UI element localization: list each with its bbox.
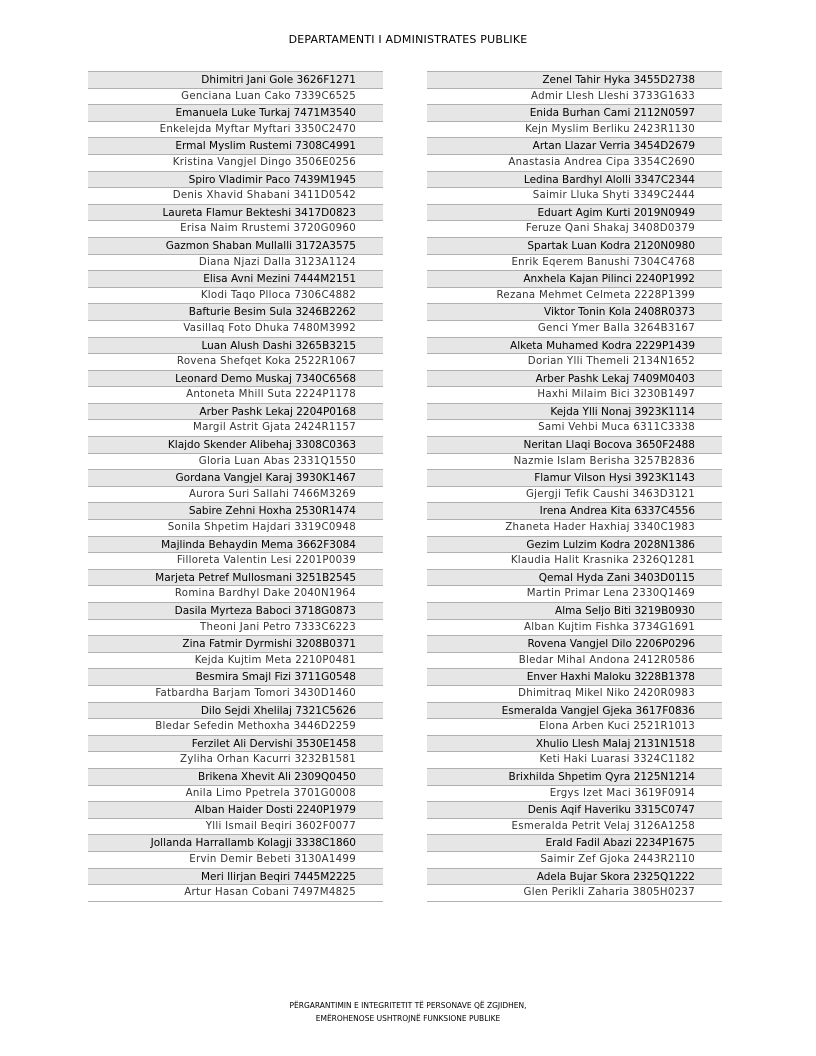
list-item: Klajdo Skender Alibehaj 3308C0363 bbox=[88, 437, 383, 454]
page-title: DEPARTAMENTI I ADMINISTRATES PUBLIKE bbox=[288, 33, 528, 46]
list-item: Artur Hasan Cobani 7497M4825 bbox=[88, 885, 383, 902]
list-item: Gezim Lulzim Kodra 2028N1386 bbox=[427, 537, 722, 554]
list-item: Artan Llazar Verria 3454D2679 bbox=[427, 138, 722, 155]
list-item: Bledar Mihal Andona 2412R0586 bbox=[427, 653, 722, 670]
list-item: Arber Pashk Lekaj 7409M0403 bbox=[427, 371, 722, 388]
list-item: Brikena Xhevit Ali 2309Q0450 bbox=[88, 769, 383, 786]
list-item: Leonard Demo Muskaj 7340C6568 bbox=[88, 371, 383, 388]
list-item: Neritan Llaqi Bocova 3650F2488 bbox=[427, 437, 722, 454]
list-item: Esmeralda Petrit Velaj 3126A1258 bbox=[427, 819, 722, 836]
list-item: Alban Haider Dosti 2240P1979 bbox=[88, 802, 383, 819]
list-item: Xhulio Llesh Malaj 2131N1518 bbox=[427, 736, 722, 753]
list-item: Zina Fatmir Dyrmishi 3208B0371 bbox=[88, 636, 383, 653]
list-item: Dorian Ylli Themeli 2134N1652 bbox=[427, 354, 722, 371]
list-item: Eduart Agim Kurti 2019N0949 bbox=[427, 205, 722, 222]
list-item: Erald Fadil Abazi 2234P1675 bbox=[427, 835, 722, 852]
list-item: Gazmon Shaban Mullalli 3172A3575 bbox=[88, 238, 383, 255]
list-item: Bledar Sefedin Methoxha 3446D2259 bbox=[88, 719, 383, 736]
list-item: Rezana Mehmet Celmeta 2228P1399 bbox=[427, 288, 722, 305]
footer-line-1: PËRGARANTIMIN E INTEGRITETIT TË PERSONAVE QË ZGJIDHEN, bbox=[289, 1001, 527, 1010]
list-item: Vasillaq Foto Dhuka 7480M3992 bbox=[88, 321, 383, 338]
list-item: Jollanda Harrallamb Kolagji 3338C1860 bbox=[88, 835, 383, 852]
list-item: Filloreta Valentin Lesi 2201P0039 bbox=[88, 553, 383, 570]
list-item: Enrik Eqerem Banushi 7304C4768 bbox=[427, 255, 722, 272]
list-item: Dhimitri Jani Gole 3626F1271 bbox=[88, 72, 383, 89]
list-item: Anastasia Andrea Cipa 3354C2690 bbox=[427, 155, 722, 172]
list-item: Aurora Suri Sallahi 7466M3269 bbox=[88, 487, 383, 504]
list-item: Majlinda Behaydin Mema 3662F3084 bbox=[88, 537, 383, 554]
list-item: Bafturie Besim Sula 3246B2262 bbox=[88, 304, 383, 321]
list-item: Kejda Kujtim Meta 2210P0481 bbox=[88, 653, 383, 670]
list-item: Esmeralda Vangjel Gjeka 3617F0836 bbox=[427, 703, 722, 720]
list-item: Ergys Izet Maci 3619F0914 bbox=[427, 786, 722, 803]
list-item: Keti Haki Luarasi 3324C1182 bbox=[427, 752, 722, 769]
list-item: Martin Primar Lena 2330Q1469 bbox=[427, 586, 722, 603]
list-item: Gordana Vangjel Karaj 3930K1467 bbox=[88, 470, 383, 487]
list-item: Theoni Jani Petro 7333C6223 bbox=[88, 620, 383, 637]
list-item: Zhaneta Hader Haxhiaj 3340C1983 bbox=[427, 520, 722, 537]
list-item: Genciana Luan Cako 7339C6525 bbox=[88, 89, 383, 106]
list-item: Ylli Ismail Beqiri 3602F0077 bbox=[88, 819, 383, 836]
list-item: Kristina Vangjel Dingo 3506E0256 bbox=[88, 155, 383, 172]
list-item: Glen Perikli Zaharia 3805H0237 bbox=[427, 885, 722, 902]
list-item: Elona Arben Kuci 2521R1013 bbox=[427, 719, 722, 736]
list-item: Antoneta Mhill Suta 2224P1178 bbox=[88, 387, 383, 404]
list-item: Kejda Ylli Nonaj 3923K1114 bbox=[427, 404, 722, 421]
list-item: Diana Njazi Dalla 3123A1124 bbox=[88, 255, 383, 272]
list-item: Zenel Tahir Hyka 3455D2738 bbox=[427, 72, 722, 89]
list-item: Viktor Tonin Kola 2408R0373 bbox=[427, 304, 722, 321]
list-item: Luan Alush Dashi 3265B3215 bbox=[88, 338, 383, 355]
list-item: Ledina Bardhyl Alolli 3347C2344 bbox=[427, 172, 722, 189]
list-item: Marjeta Petref Mullosmani 3251B2545 bbox=[88, 570, 383, 587]
list-item: Romina Bardhyl Dake 2040N1964 bbox=[88, 586, 383, 603]
list-item: Anila Limo Ppetrela 3701G0008 bbox=[88, 786, 383, 803]
list-item: Brixhilda Shpetim Qyra 2125N1214 bbox=[427, 769, 722, 786]
list-item: Enida Burhan Cami 2112N0597 bbox=[427, 105, 722, 122]
list-item: Zyliha Orhan Kacurri 3232B1581 bbox=[88, 752, 383, 769]
list-item: Genci Ymer Balla 3264B3167 bbox=[427, 321, 722, 338]
list-item: Fatbardha Barjam Tomori 3430D1460 bbox=[88, 686, 383, 703]
list-item: Dilo Sejdi Xhelilaj 7321C5626 bbox=[88, 703, 383, 720]
list-item: Gloria Luan Abas 2331Q1550 bbox=[88, 454, 383, 471]
list-item: Saimir Lluka Shyti 3349C2444 bbox=[427, 188, 722, 205]
list-item: Arber Pashk Lekaj 2204P0168 bbox=[88, 404, 383, 421]
list-item: Rovena Vangjel Dilo 2206P0296 bbox=[427, 636, 722, 653]
list-item: Haxhi Milaim Bici 3230B1497 bbox=[427, 387, 722, 404]
list-item: Spartak Luan Kodra 2120N0980 bbox=[427, 238, 722, 255]
list-item: Alban Kujtim Fishka 3734G1691 bbox=[427, 620, 722, 637]
list-item: Klaudia Halit Krasnika 2326Q1281 bbox=[427, 553, 722, 570]
list-item: Gjergji Tefik Caushi 3463D3121 bbox=[427, 487, 722, 504]
list-item: Emanuela Luke Turkaj 7471M3540 bbox=[88, 105, 383, 122]
list-item: Margil Astrit Gjata 2424R1157 bbox=[88, 420, 383, 437]
list-item: Besmira Smajl Fizi 3711G0548 bbox=[88, 669, 383, 686]
list-item: Anxhela Kajan Pilinci 2240P1992 bbox=[427, 271, 722, 288]
list-item: Rovena Shefqet Koka 2522R1067 bbox=[88, 354, 383, 371]
list-item: Dasila Myrteza Baboci 3718G0873 bbox=[88, 603, 383, 620]
list-item: Qemal Hyda Zani 3403D0115 bbox=[427, 570, 722, 587]
list-item: Alma Seljo Biti 3219B0930 bbox=[427, 603, 722, 620]
list-item: Ervin Demir Bebeti 3130A1499 bbox=[88, 852, 383, 869]
list-item: Ferzilet Ali Dervishi 3530E1458 bbox=[88, 736, 383, 753]
list-item: Denis Aqif Haveriku 3315C0747 bbox=[427, 802, 722, 819]
list-item: Elisa Avni Mezini 7444M2151 bbox=[88, 271, 383, 288]
list-item: Alketa Muhamed Kodra 2229P1439 bbox=[427, 338, 722, 355]
list-item: Admir Llesh Lleshi 3733G1633 bbox=[427, 89, 722, 106]
list-item: Denis Xhavid Shabani 3411D0542 bbox=[88, 188, 383, 205]
list-item: Adela Bujar Skora 2325Q1222 bbox=[427, 869, 722, 886]
list-item: Klodi Taqo Plloca 7306C4882 bbox=[88, 288, 383, 305]
list-item: Spiro Vladimir Paco 7439M1945 bbox=[88, 172, 383, 189]
left-name-list bbox=[88, 71, 383, 902]
list-item: Sabire Zehni Hoxha 2530R1474 bbox=[88, 503, 383, 520]
list-item: Sami Vehbi Muca 6311C3338 bbox=[427, 420, 722, 437]
list-item: Meri Ilirjan Beqiri 7445M2225 bbox=[88, 869, 383, 886]
footer-line-2: EMËROHENOSE USHTROJNË FUNKSIONE PUBLIKE bbox=[315, 1014, 501, 1023]
list-item: Erisa Naim Rrustemi 3720G0960 bbox=[88, 221, 383, 238]
list-item: Irena Andrea Kita 6337C4556 bbox=[427, 503, 722, 520]
list-item: Enver Haxhi Maloku 3228B1378 bbox=[427, 669, 722, 686]
list-item: Sonila Shpetim Hajdari 3319C0948 bbox=[88, 520, 383, 537]
list-item: Saimir Zef Gjoka 2443R2110 bbox=[427, 852, 722, 869]
list-item: Flamur Vilson Hysi 3923K1143 bbox=[427, 470, 722, 487]
right-name-list bbox=[427, 71, 722, 902]
list-item: Ermal Myslim Rustemi 7308C4991 bbox=[88, 138, 383, 155]
list-item: Dhimitraq Mikel Niko 2420R0983 bbox=[427, 686, 722, 703]
list-item: Nazmie Islam Berisha 3257B2836 bbox=[427, 454, 722, 471]
list-item: Enkelejda Myftar Myftari 3350C2470 bbox=[88, 122, 383, 139]
page-footer bbox=[0, 999, 816, 1025]
list-item: Laureta Flamur Bekteshi 3417D0823 bbox=[88, 205, 383, 222]
list-item: Kejn Myslim Berliku 2423R1130 bbox=[427, 122, 722, 139]
list-item: Feruze Qani Shakaj 3408D0379 bbox=[427, 221, 722, 238]
